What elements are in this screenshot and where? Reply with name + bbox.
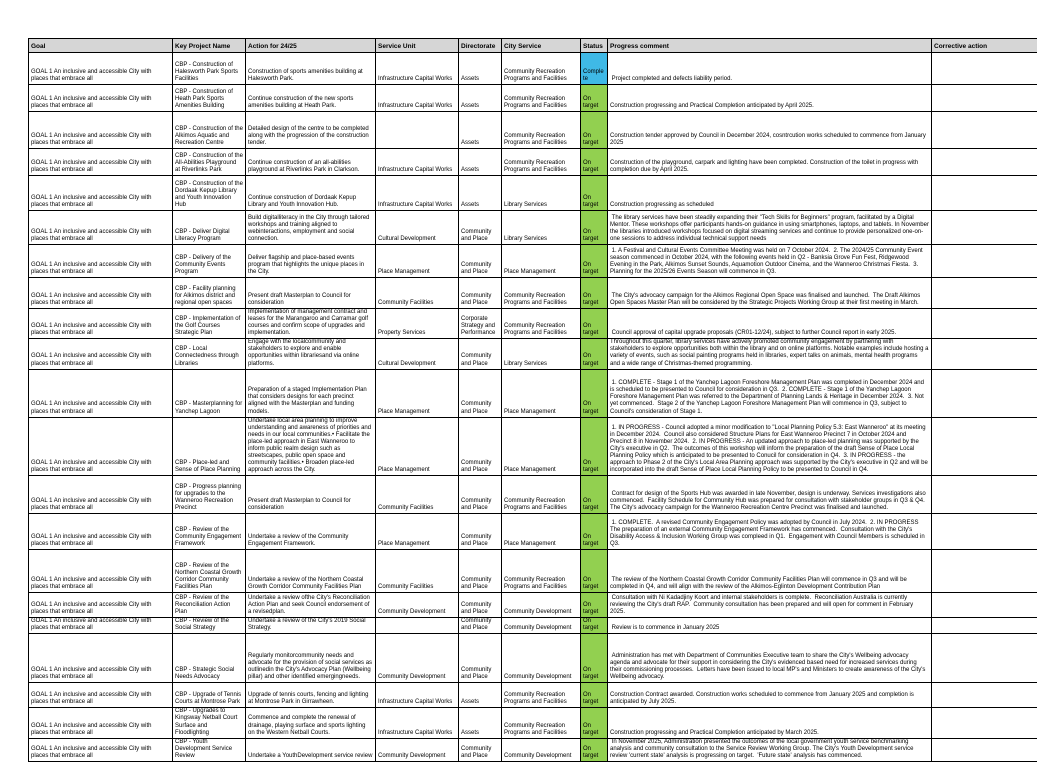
corrective-action-cell	[932, 309, 1037, 339]
city-service-cell: Community Recreation Programs and Facilities	[502, 112, 581, 149]
directorate-cell: Corporate Strategy and Performance	[459, 309, 502, 339]
action-cell: Undertake a YouthDevelopment service review	[246, 738, 376, 761]
table-row	[29, 176, 1037, 211]
corrective-action-cell	[932, 112, 1037, 149]
column-header-corrective-action: Corrective action	[932, 39, 1037, 53]
project-name-cell: CBP - Place-led and Sense of Place Planning	[173, 417, 246, 476]
header-row	[29, 39, 1037, 53]
status-cell: On target	[581, 85, 608, 112]
service-unit-cell: Infrastructure Capital Works	[376, 149, 459, 176]
action-cell: Present draft Masterplan to Council for consideration	[246, 476, 376, 514]
action-cell: Undertake a review of the City's 2019 Social Strategy.	[246, 618, 376, 634]
status-cell: On target	[581, 618, 608, 634]
table-body	[29, 53, 1037, 762]
status-cell: On target	[581, 309, 608, 339]
project-name-cell: CBP - Construction of the Dordaak Kepup Library and Youth Innovation Hub	[173, 176, 246, 211]
column-header-service-unit: Service Unit	[376, 39, 459, 53]
progress-comment-cell: 1. A Festival and Cultural Events Committee Meeting was held on 7 October 2024. 2. The 2024/25 Community Event season commenced in October 2024, with the following events held in Q2 - Banksia Grove Fun Fest, Ridgewood Evening in the Park, Alkimos Sunset Sounds, Aquamotion Outdoor Cinema, and the Wanneroo Christmas Fiesta. 3. Planning for the 2025/26 Events Season will commence in Q3.	[608, 245, 932, 278]
corrective-action-cell	[932, 634, 1037, 683]
table-row	[29, 417, 1037, 476]
city-service-cell: Place Management	[502, 245, 581, 278]
city-service-cell: Community Recreation Programs and Facilities	[502, 708, 581, 738]
city-service-cell: Community Recreation Programs and Facilities	[502, 85, 581, 112]
goal-cell: GOAL 1 An inclusive and accessible City with places that embrace all	[29, 369, 173, 417]
table-row	[29, 593, 1037, 618]
table-row	[29, 278, 1037, 309]
action-cell: Construction of sports amenities building at Halesworth Park.	[246, 53, 376, 85]
action-cell: Detailed design of the centre to be completed along with the progression of the construction tender.	[246, 112, 376, 149]
progress-report-table	[28, 38, 1037, 762]
service-unit-cell	[376, 618, 459, 634]
table-row	[29, 149, 1037, 176]
corrective-action-cell	[932, 738, 1037, 761]
progress-comment-cell: Contract for design of the Sports Hub was awarded in late November, design is underway. Services investigations also commenced. Facility Schedule for Community Hub was prepared for consultation with stakeholder groups in Q3 & Q4. The City's advocacy campaign for the Wanneroo Recreation Centre Precinct was finalised and launched.	[608, 476, 932, 514]
status-cell: On target	[581, 112, 608, 149]
city-service-cell: Community Development	[502, 593, 581, 618]
corrective-action-cell	[932, 618, 1037, 634]
status-cell: On target	[581, 593, 608, 618]
project-name-cell: CBP - Review of the Social Strategy	[173, 618, 246, 634]
status-cell: On target	[581, 634, 608, 683]
status-cell: On target	[581, 245, 608, 278]
directorate-cell: Community and Place	[459, 369, 502, 417]
directorate-cell: Assets	[459, 85, 502, 112]
table-header	[29, 39, 1037, 53]
project-name-cell: CBP - Upgrade of Tennis Courts at Montrose Park	[173, 683, 246, 708]
corrective-action-cell	[932, 245, 1037, 278]
directorate-cell: Community and Place	[459, 550, 502, 593]
column-header-progress-comment: Progress comment	[608, 39, 932, 53]
status-cell: Complete	[581, 53, 608, 85]
service-unit-cell: Infrastructure Capital Works	[376, 53, 459, 85]
project-name-cell: CBP - Upgrades to Kingsway Netball Court Surface and Floodlighting	[173, 708, 246, 738]
service-unit-cell: Community Facilities	[376, 278, 459, 309]
goal-cell: GOAL 1 An inclusive and accessible City with places that embrace all	[29, 211, 173, 245]
goal-cell: GOAL 1 An inclusive and accessible City with places that embrace all	[29, 683, 173, 708]
progress-comment-cell: The City's advocacy campaign for the Alkimos Regional Open Space was finalised and launched. The Draft Alkimos Open Spaces Master Plan will be considered by the Strategic Projects Working Group at their first meeting in March.	[608, 278, 932, 309]
progress-comment-cell: Construction of the playground, carpark and lighting have been completed. Construction of the toilet in progress with completion due by April 2025.	[608, 149, 932, 176]
goal-cell: GOAL 1 An inclusive and accessible City with places that embrace all	[29, 176, 173, 211]
service-unit-cell: Property Services	[376, 309, 459, 339]
goal-cell: GOAL 1 An inclusive and accessible City with places that embrace all	[29, 476, 173, 514]
service-unit-cell: Place Management	[376, 417, 459, 476]
corrective-action-cell	[932, 149, 1037, 176]
city-service-cell: Community Recreation Programs and Facilities	[502, 683, 581, 708]
progress-comment-cell: Construction progressing as scheduled	[608, 176, 932, 211]
action-cell: Deliver flagship and place-based events program that highlights the unique places in the City.	[246, 245, 376, 278]
table-row	[29, 245, 1037, 278]
directorate-cell: Assets	[459, 112, 502, 149]
progress-comment-cell: Project completed and defects liability period.	[608, 53, 932, 85]
corrective-action-cell	[932, 514, 1037, 550]
corrective-action-cell	[932, 593, 1037, 618]
column-header-goal: Goal	[29, 39, 173, 53]
progress-comment-cell: In November 2025, Administration presented the outcomes of the local government youth service benchmarking analysis and community consultation to the Service Review Working Group. The City's Youth Development service review 'current state' analysis is progressing on target. 'Future state' analysis has commenced.	[608, 738, 932, 761]
city-service-cell: Community Recreation Programs and Facilities	[502, 476, 581, 514]
directorate-cell: Assets	[459, 683, 502, 708]
service-unit-cell: Infrastructure Capital Works	[376, 683, 459, 708]
corrective-action-cell	[932, 708, 1037, 738]
project-name-cell: CBP - Construction of Heath Park Sports Amenities Building	[173, 85, 246, 112]
directorate-cell: Community and Place	[459, 278, 502, 309]
table-row	[29, 634, 1037, 683]
directorate-cell: Community and Place	[459, 476, 502, 514]
progress-comment-cell: Review is to commence in January 2025	[608, 618, 932, 634]
project-name-cell: CBP - Delivery of the Community Events Program	[173, 245, 246, 278]
progress-comment-cell: The review of the Northern Coastal Growth Corridor Community Facilities Plan will commence in Q3 and will be completed in Q4, and will align with the review of the Alkimos-Eglinton Development Contribution Plan	[608, 550, 932, 593]
project-name-cell: CBP - Facility planning for Alkimos district and regional open spaces	[173, 278, 246, 309]
project-name-cell: CBP - Review of the Community Engagement Framework	[173, 514, 246, 550]
city-service-cell: Community Recreation Programs and Facilities	[502, 53, 581, 85]
service-unit-cell: Community Development	[376, 738, 459, 761]
project-name-cell: CBP - Progress planning for upgrades to the Wanneroo Recreation Precinct	[173, 476, 246, 514]
column-header-city-service: City Service	[502, 39, 581, 53]
city-service-cell: Community Development	[502, 618, 581, 634]
directorate-cell: Community and Place	[459, 634, 502, 683]
project-name-cell: CBP - Construction of Halesworth Park Sports Facilities	[173, 53, 246, 85]
goal-cell: GOAL 1 An inclusive and accessible City with places that embrace all	[29, 708, 173, 738]
status-cell: On target	[581, 514, 608, 550]
city-service-cell: Community Recreation Programs and Facilities	[502, 149, 581, 176]
corrective-action-cell	[932, 369, 1037, 417]
table-row	[29, 112, 1037, 149]
action-cell: Engage with the localcommunity and stakeholders to explore and enable opportunities within librariesand via online platforms.	[246, 339, 376, 369]
goal-cell: GOAL 1 An inclusive and accessible City with places that embrace all	[29, 738, 173, 761]
status-cell: On target	[581, 211, 608, 245]
corrective-action-cell	[932, 85, 1037, 112]
goal-cell: GOAL 1 An inclusive and accessible City with places that embrace all	[29, 309, 173, 339]
action-cell: Undertake a review of the Northern Coastal Growth Corridor Community Facilities Plan	[246, 550, 376, 593]
action-cell: Regularly monitorcommunity needs and advocate for the provision of social services as outlinedin the City's Advocacy Plan (Wellbeing pillar) and other identified emergingneeds.	[246, 634, 376, 683]
progress-comment-cell: Construction tender approved by Council in December 2024, cosntrcution works scheduled to commence from January 2025	[608, 112, 932, 149]
action-cell: Commence and complete the renewal of drainage, playing surface and sports lighting on the Western Netball Courts.	[246, 708, 376, 738]
progress-comment-cell: Construction Contract awarded. Construction works scheduled to commence from January 2025 and completion is anticipated by July 2025.	[608, 683, 932, 708]
report-page	[28, 38, 1037, 762]
action-cell: Present draft Masterplan to Council for consideration	[246, 278, 376, 309]
action-cell: Build digitalliteracy in the City through tailored workshops and training aligned to webinteractions, employment and social connection.	[246, 211, 376, 245]
action-cell: Undertake a review of the Community Engagement Framework.	[246, 514, 376, 550]
status-cell: On target	[581, 708, 608, 738]
service-unit-cell: Cultural Development	[376, 211, 459, 245]
status-cell: On target	[581, 176, 608, 211]
table-row	[29, 476, 1037, 514]
corrective-action-cell	[932, 278, 1037, 309]
service-unit-cell: Place Management	[376, 369, 459, 417]
directorate-cell: Community and Place	[459, 339, 502, 369]
project-name-cell: CBP - Construction of the Alkimos Aquatic and Recreation Centre	[173, 112, 246, 149]
status-cell: On target	[581, 339, 608, 369]
corrective-action-cell	[932, 53, 1037, 85]
corrective-action-cell	[932, 683, 1037, 708]
service-unit-cell: Community Facilities	[376, 476, 459, 514]
city-service-cell: Community Development	[502, 634, 581, 683]
action-cell: Upgrade of tennis courts, fencing and lighting at Montrose Park in Girrawheen.	[246, 683, 376, 708]
table-row	[29, 85, 1037, 112]
project-name-cell: CBP - Deliver Digital Literacy Program	[173, 211, 246, 245]
status-cell: On target	[581, 417, 608, 476]
goal-cell: GOAL 1 An inclusive and accessible City with places that embrace all	[29, 339, 173, 369]
goal-cell: GOAL 1 An inclusive and accessible City with places that embrace all	[29, 550, 173, 593]
city-service-cell: Community Development	[502, 738, 581, 761]
progress-comment-cell: Construction progressing and Practical Completion anticipated by March 2025.	[608, 708, 932, 738]
progress-comment-cell: Consultation with Ni Kadadjiny Koort and internal stakeholders is complete. Reconciliation Australia is currently reviewing the City's draft RAP. Community consultation has been prepared and will open for comment in February 2025.	[608, 593, 932, 618]
status-cell: On target	[581, 369, 608, 417]
city-service-cell: Library Services	[502, 211, 581, 245]
progress-comment-cell: 1. COMPLETE. A revised Community Engagement Policy was adopted by Council in July 2024. 2. IN PROGRESS The preparation of an external Community Engagement Framework has commenced. Consultation with the City's Disability Access & Inclusion Working Group was compleed in Q1. Engagement with Council Members is scheduled in Q3.	[608, 514, 932, 550]
status-cell: On target	[581, 476, 608, 514]
progress-comment-cell: 1. IN PROGRESS - Council adopted a minor modification to "Local Planning Policy 5.3: East Wanneroo" at its meeting in December 2024. Council also considered Structure Plans for East Wanneroo Precinct 7 in October 2024 and Precinct 8 in November 2024. 2. IN PROGRESS - An updated approach to place-led planning was supported by the City's executive in Q2. The outcomes of this workshop will inform the preparation of the draft Sense of Place Local Planning Policy which is anticipated to be presented to Conucil for consideration in Q4. 3. IN PROGRESS - the approach to Phase 2 of the City's Local Area Planning approach was supported by the City's executive in Q2 and will be incorporated into the draft Sense of Place Local Planning Policy to be presented to Council in Q4.	[608, 417, 932, 476]
directorate-cell: Assets	[459, 149, 502, 176]
goal-cell: GOAL 1 An inclusive and accessible City with places that embrace all	[29, 618, 173, 634]
directorate-cell: Assets	[459, 708, 502, 738]
goal-cell: GOAL 1 An inclusive and accessible City with places that embrace all	[29, 245, 173, 278]
status-cell: On target	[581, 550, 608, 593]
corrective-action-cell	[932, 476, 1037, 514]
service-unit-cell: Community Development	[376, 634, 459, 683]
action-cell: Preparation of a staged Implementation Plan that considers designs for each precinct aligned with the Masterplan and funding models.	[246, 369, 376, 417]
service-unit-cell: Infrastructure Capital Works	[376, 176, 459, 211]
city-service-cell: Place Management	[502, 417, 581, 476]
column-header-status: Status	[581, 39, 608, 53]
city-service-cell: Library Services	[502, 339, 581, 369]
status-cell: On target	[581, 149, 608, 176]
progress-comment-cell: Construction progressing and Practical Completion anticipated by April 2025.	[608, 85, 932, 112]
goal-cell: GOAL 1 An inclusive and accessible City with places that embrace all	[29, 417, 173, 476]
table-row	[29, 550, 1037, 593]
table-row	[29, 309, 1037, 339]
goal-cell: GOAL 1 An inclusive and accessible City with places that embrace all	[29, 85, 173, 112]
goal-cell: GOAL 1 An inclusive and accessible City with places that embrace all	[29, 278, 173, 309]
action-cell: Continue construction of Dordaak Kepup Library and Youth Innovation Hub.	[246, 176, 376, 211]
project-name-cell: CBP - Masterplanning for Yanchep Lagoon	[173, 369, 246, 417]
goal-cell: GOAL 1 An inclusive and accessible City with places that embrace all	[29, 593, 173, 618]
table-row	[29, 618, 1037, 634]
corrective-action-cell	[932, 176, 1037, 211]
column-header-key-project-name: Key Project Name	[173, 39, 246, 53]
table-row	[29, 683, 1037, 708]
status-cell: On target	[581, 738, 608, 761]
directorate-cell: Community and Place	[459, 514, 502, 550]
service-unit-cell: Community Facilities	[376, 550, 459, 593]
directorate-cell: Assets	[459, 53, 502, 85]
service-unit-cell: Infrastructure Capital Works	[376, 85, 459, 112]
goal-cell: GOAL 1 An inclusive and accessible City with places that embrace all	[29, 514, 173, 550]
directorate-cell: Assets	[459, 176, 502, 211]
service-unit-cell	[376, 112, 459, 149]
table-row	[29, 211, 1037, 245]
service-unit-cell: Infrastructure Capital Works	[376, 708, 459, 738]
project-name-cell: CBP - Strategic Social Needs Advocacy	[173, 634, 246, 683]
project-name-cell: CBP - Construction of the All-Abilities Playground at Riverlinks Park	[173, 149, 246, 176]
service-unit-cell: Cultural Development	[376, 339, 459, 369]
action-cell: Undertake a review ofthe City's Reconciliation Action Plan and seek Council endorsement of a revisedplan.	[246, 593, 376, 618]
table-row	[29, 708, 1037, 738]
progress-comment-cell: Administration has met with Department of Communities Executive team to share the City's Wellbeing advocacy agenda and advocate for their support in considering the City's evidenced based need for increased services during their commissioning processes. Letters have been issued to local MP's and Ministers to create awareness of the City's Wellbeing advocacy.	[608, 634, 932, 683]
goal-cell: GOAL 1 An inclusive and accessible City with places that embrace all	[29, 149, 173, 176]
status-cell: On target	[581, 278, 608, 309]
project-name-cell: CBP - Youth Development Service Review	[173, 738, 246, 761]
project-name-cell: CBP - Review of the Northern Coastal Growth Corridor Community Facilities Plan	[173, 550, 246, 593]
directorate-cell: Community and Place	[459, 417, 502, 476]
progress-comment-cell: The library services have been steadily expanding their "Tech Skills for Beginners" program, facilitated by a Digital Mentor. These workshops offer participants hands-on guidance in using smartphones, laptops, and tablets. In November the libraries introduced workshops focused on digital streaming services and continue to provide personalized one-on-one sessions to address individual technical support needs	[608, 211, 932, 245]
service-unit-cell: Place Management	[376, 514, 459, 550]
progress-comment-cell: Council approval of capital upgrade proposals (CR01-12/24), subject to further Council report in early 2025.	[608, 309, 932, 339]
corrective-action-cell	[932, 550, 1037, 593]
progress-comment-cell: 1. COMPLETE - Stage 1 of the Yanchep Lagoon Foreshore Management Plan was completed in December 2024 and is scheduled to be presented to Council for consideration in Q3. 2. COMPLETE - Stage 1 of the Yanchep Lagoon Foreshore Management Plan was referred to the Department of Planning Lands & Heritage in December 2024. 3. Not yet commenced. Stage 2 of the Yanchep Lagoon Foreshore Management Plan will commence in Q3, subject to Council's consideration of Stage 1.	[608, 369, 932, 417]
directorate-cell: Community and Place	[459, 593, 502, 618]
goal-cell: GOAL 1 An inclusive and accessible City with places that embrace all	[29, 634, 173, 683]
city-service-cell: Library Services	[502, 176, 581, 211]
city-service-cell: Community Recreation Programs and Facilities	[502, 278, 581, 309]
service-unit-cell: Community Development	[376, 593, 459, 618]
action-cell: Undertake local area planning to improve understanding and awareness of priorities and needs in our local communities.• Facilitate the place-led approach in East Wanneroo to inform public realm design such as streetscapes, public open space and community facilities.• Broaden place-led approach across the City.	[246, 417, 376, 476]
table-row	[29, 369, 1037, 417]
directorate-cell: Community and Place	[459, 618, 502, 634]
column-header-directorate: Directorate	[459, 39, 502, 53]
project-name-cell: CBP - Local Connectedness through Libraries	[173, 339, 246, 369]
table-row	[29, 514, 1037, 550]
goal-cell: GOAL 1 An inclusive and accessible City with places that embrace all	[29, 53, 173, 85]
directorate-cell: Community and Place	[459, 738, 502, 761]
column-header-action: Action for 24/25	[246, 39, 376, 53]
corrective-action-cell	[932, 339, 1037, 369]
directorate-cell: Community and Place	[459, 245, 502, 278]
city-service-cell: Community Recreation Programs and Facilities	[502, 309, 581, 339]
progress-comment-cell: Throughout this quarter, library services have actively promoted community engagement by partnering with stakeholders to explore opportunities both within the library and on online platforms. Notable examples include hosting a variety of events, such as social painting programs held in libraries, expert talks on animals, mental health programs and a wide range of Christmas-themed programming.	[608, 339, 932, 369]
table-row	[29, 53, 1037, 85]
city-service-cell: Place Management	[502, 514, 581, 550]
goal-cell: GOAL 1 An inclusive and accessible City with places that embrace all	[29, 112, 173, 149]
city-service-cell: Place Management	[502, 369, 581, 417]
project-name-cell: CBP - Implementation of the Golf Courses Strategic Plan	[173, 309, 246, 339]
status-cell: On target	[581, 683, 608, 708]
corrective-action-cell	[932, 211, 1037, 245]
corrective-action-cell	[932, 417, 1037, 476]
city-service-cell: Community Recreation Programs and Facilities	[502, 550, 581, 593]
service-unit-cell: Place Management	[376, 245, 459, 278]
action-cell: Implementation of management contract and leases for the Marangaroo and Carramar golf courses and confirm scope of upgrades and implementation.	[246, 309, 376, 339]
action-cell: Continue construction of the new sports amenities building at Heath Park.	[246, 85, 376, 112]
directorate-cell: Community and Place	[459, 211, 502, 245]
action-cell: Continue construction of an all-abilities playground at Riverlinks Park in Clarkson.	[246, 149, 376, 176]
project-name-cell: CBP - Review of the Reconciliation Action Plan	[173, 593, 246, 618]
table-row	[29, 339, 1037, 369]
table-row	[29, 738, 1037, 761]
